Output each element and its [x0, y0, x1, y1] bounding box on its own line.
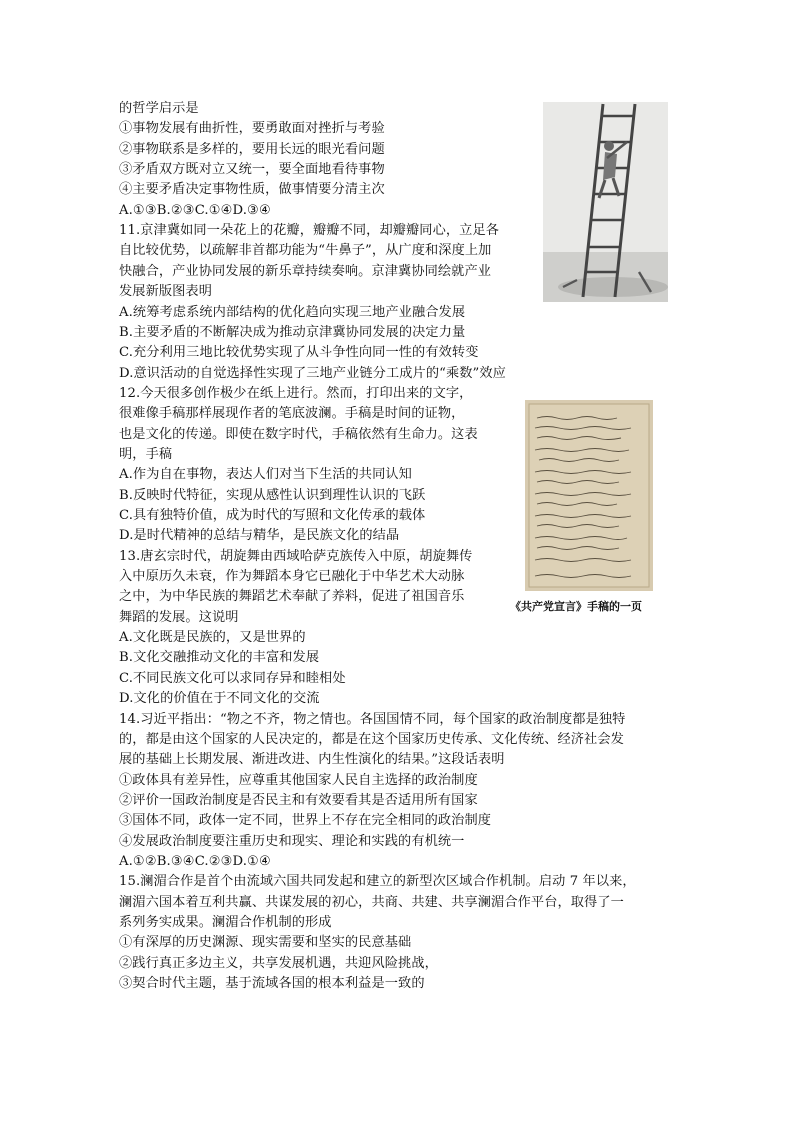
text-line: B.文化交融推动文化的丰富和发展: [119, 650, 320, 666]
text-line: ②践行真正多边主义，共享发展机遇，共迎风险挑战，: [119, 955, 438, 971]
text-line: D.意识活动的自觉选择性实现了三地产业链分工成片的“乘数”效应: [119, 365, 506, 381]
text-line: A.统筹考虑系统内部结构的优化趋向实现三地产业融合发展: [119, 304, 466, 320]
text-line: ④发展政治制度要注重历史和现实、理论和实践的有机统一: [119, 833, 465, 849]
text-line: ①事物发展有曲折性，要勇敢面对挫折与考验: [119, 121, 385, 137]
text-line: 明，手稿: [119, 446, 173, 462]
text-line: ①政体具有差异性，应尊重其他国家人民自主选择的政治制度: [119, 772, 478, 788]
text-line: A.作为自在事物，表达人们对当下生活的共同认知: [119, 467, 412, 483]
text-line: A.①②B.③④C.②③D.①④: [119, 853, 271, 869]
text-line: ③契合时代主题，基于流域各国的根本利益是一致的: [119, 976, 425, 992]
text-line: 系列务实成果。澜湄合作机制的形成: [119, 915, 332, 930]
text-line: ②事物联系是多样的，要用长远的眼光看问题: [119, 141, 385, 157]
text-line: C.具有独特价值，成为时代的写照和文化传承的载体: [119, 508, 426, 523]
manuscript-caption: 《共产党宣言》手稿的一页: [510, 600, 642, 613]
text-line: 入中原历久未衰，作为舞蹈本身它已融化于中华艺术大动脉: [119, 569, 465, 585]
text-line: ④主要矛盾决定事物性质，做事情要分清主次: [119, 182, 385, 198]
text-line: 13.唐玄宗时代，胡旋舞由西域哈萨克族传入中原，胡旋舞传: [119, 548, 473, 564]
text-line: 12.今天很多创作极少在纸上进行。然而，打印出来的文字，: [119, 385, 473, 401]
text-line: D.是时代精神的总结与精华，是民族文化的结晶: [119, 528, 400, 544]
text-line: 快融合，产业协同发展的新乐章持续奏响。京津冀协同绘就产业: [119, 263, 492, 279]
text-line: B.主要矛盾的不断解决成为推动京津冀协同发展的决定力量: [119, 324, 466, 340]
text-line: A.①③B.②③C.①④D.③④: [119, 202, 271, 218]
text-line: D.文化的价值在于不同文化的交流: [119, 691, 320, 707]
text-line: C.充分利用三地比较优势实现了从斗争性向同一性的有效转变: [119, 345, 479, 361]
text-line: 很难像手稿那样展现作者的笔底波澜。手稿是时间的证物，: [119, 406, 465, 422]
text-line: ③国体不同，政体一定不同，世界上不存在完全相同的政治制度: [119, 813, 492, 829]
text-line: 11.京津冀如同一朵花上的花瓣，瓣瓣不同，却瓣瓣同心，立足各: [119, 223, 500, 239]
text-line: 展的基础上长期发展、渐进改进、内生性演化的结果。”这段话表明: [119, 752, 505, 768]
text-line: B.反映时代特征，实现从感性认识到理性认识的飞跃: [119, 487, 426, 503]
text-line: ③矛盾双方既对立又统一，要全面地看待事物: [119, 162, 385, 178]
manuscript-photo-image: [525, 400, 653, 591]
text-line: ①有深厚的历史渊源、现实需要和坚实的民意基础: [119, 935, 412, 951]
ladder-cartoon-image: [543, 102, 668, 302]
text-line: 舞蹈的发展。这说明: [119, 609, 239, 625]
text-line: 之中，为中华民族的舞蹈艺术奉献了养料，促进了祖国音乐: [119, 589, 465, 605]
text-line: 也是文化的传递。即使在数字时代，手稿依然有生命力。这表: [119, 426, 478, 442]
text-line: 的，都是由这个国家的人民决定的，都是在这个国家历史传承、文化传统、经济社会发: [119, 731, 624, 747]
text-line: 14.习近平指出：“物之不齐，物之情也。各国国情不同，每个国家的政治制度都是独特: [119, 711, 626, 727]
text-line: C.不同民族文化可以求同存异和睦相处: [119, 670, 346, 686]
text-line: 15.澜湄合作是首个由流域六国共同发起和建立的新型次区域合作机制。启动 7 年以来，: [119, 874, 636, 890]
text-line: 发展新版图表明: [119, 284, 213, 300]
text-line: A.文化既是民族的，又是世界的: [119, 630, 306, 646]
text-line: 的哲学启示是: [119, 101, 199, 116]
text-line: 自比较优势，以疏解非首都功能为“牛鼻子”，从广度和深度上加: [119, 243, 492, 259]
text-line: 澜湄六国本着互利共赢、共谋发展的初心，共商、共建、共享澜湄合作平台，取得了一: [119, 894, 624, 910]
text-line: ②评价一国政治制度是否民主和有效要看其是否适用所有国家: [119, 792, 478, 808]
